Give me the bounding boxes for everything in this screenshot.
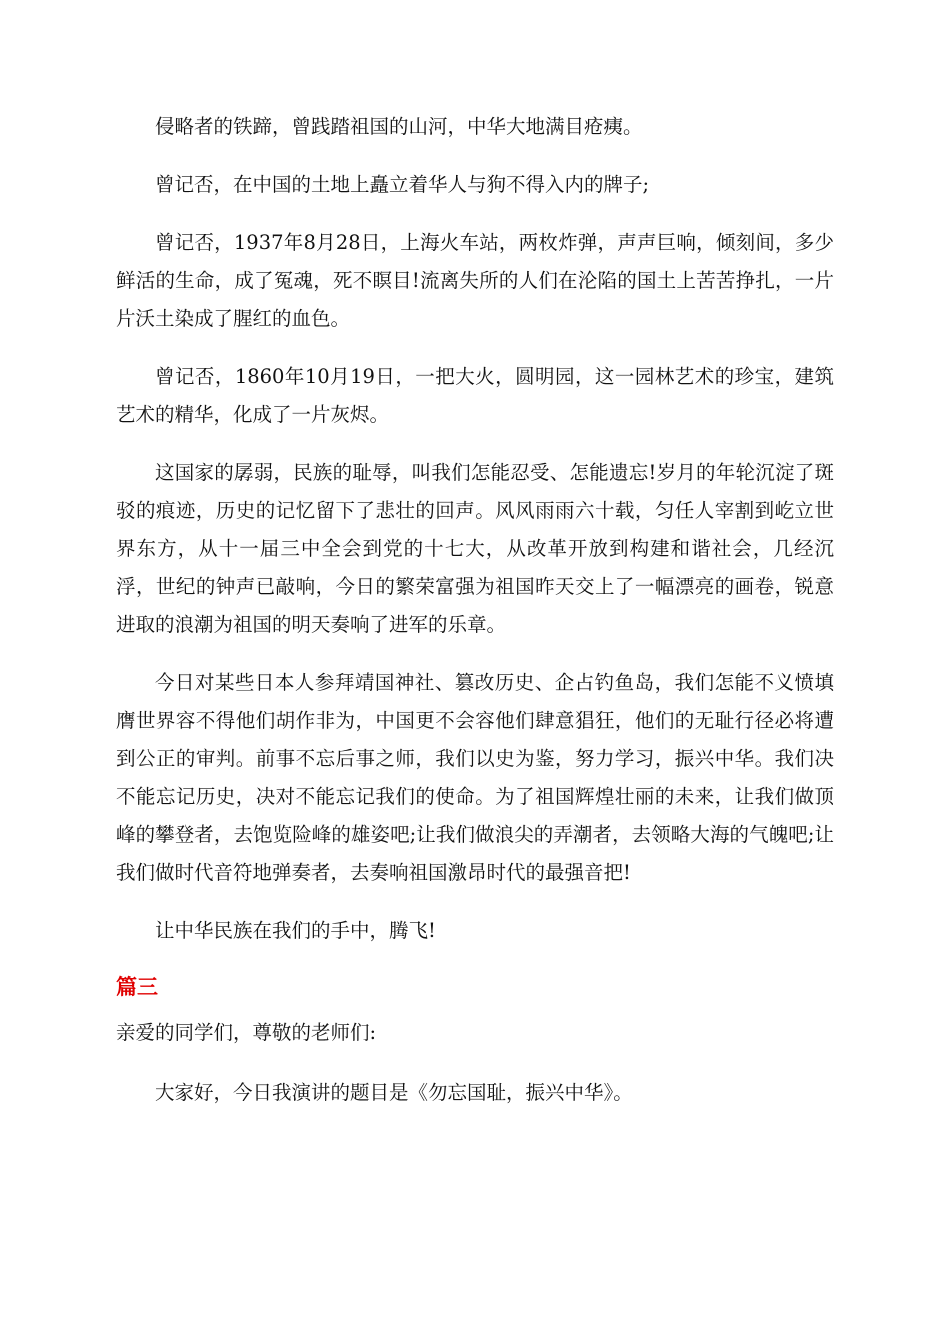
paragraph-speech-title: 大家好，今日我演讲的题目是《勿忘国耻，振兴中华》。 <box>155 1081 633 1104</box>
paragraph-sign: 曾记否，在中国的土地上矗立着华人与狗不得入内的牌子; <box>155 173 650 196</box>
paragraph-today: 今日对某些日本人参拜靖国神社、篡改历史、企占钓鱼岛，我们怎能不义愤填膺世界容不得他们胡作非为，中国更不会容他们肆意猖狂，他们的无耻行径必将遭到公正的审判。前事不忘后事之师，我们以史为鉴，努力学习，振兴中华。我们决不能忘记历史，决对不能忘记我们的使命。为了祖国辉煌壮丽的未来，让我们做顶峰的攀登者，去饱览险峰的雄姿吧;让我们做浪尖的弄潮者，去领略大海的气魄吧;让我们做时代音符地弹奏者，去奏响祖国激昂时代的最强音把! <box>116 671 834 884</box>
paragraph-1937: 曾记否，1937年8月28日，上海火车站，两枚炸弹，声声巨响，倾刻间，多少鲜活的生命，成了冤魂，死不瞑目!流离失所的人们在沦陷的国土上苦苦挣扎，一片片沃土染成了腥红的血色。 <box>116 231 834 330</box>
paragraph-invaders: 侵略者的铁蹄，曾践踏祖国的山河，中华大地满目疮痍。 <box>155 115 643 138</box>
section-heading: 篇三 <box>116 975 158 999</box>
document-body <box>116 108 834 1132</box>
paragraph-closing: 让中华民族在我们的手中，腾飞! <box>155 919 436 942</box>
paragraph-1860: 曾记否，1860年10月19日，一把大火，圆明园，这一园林艺术的珍宝，建筑艺术的精华，化成了一片灰烬。 <box>116 365 834 426</box>
paragraph-national-humiliation: 这国家的孱弱，民族的耻辱，叫我们怎能忍受、怎能遗忘!岁月的年轮沉淀了斑驳的痕迹，历史的记忆留下了悲壮的回声。风风雨雨六十载，匀任人宰割到屹立世界东方，从十一届三中全会到党的十七大，从改革开放到构建和谐社会，几经沉浮，世纪的钟声已敲响，今日的繁荣富强为祖国昨天交上了一幅漂亮的画卷，锐意进取的浪潮为祖国的明天奏响了进军的乐章。 <box>116 461 834 636</box>
salutation: 亲爱的同学们，尊敬的老师们: <box>116 1021 377 1044</box>
